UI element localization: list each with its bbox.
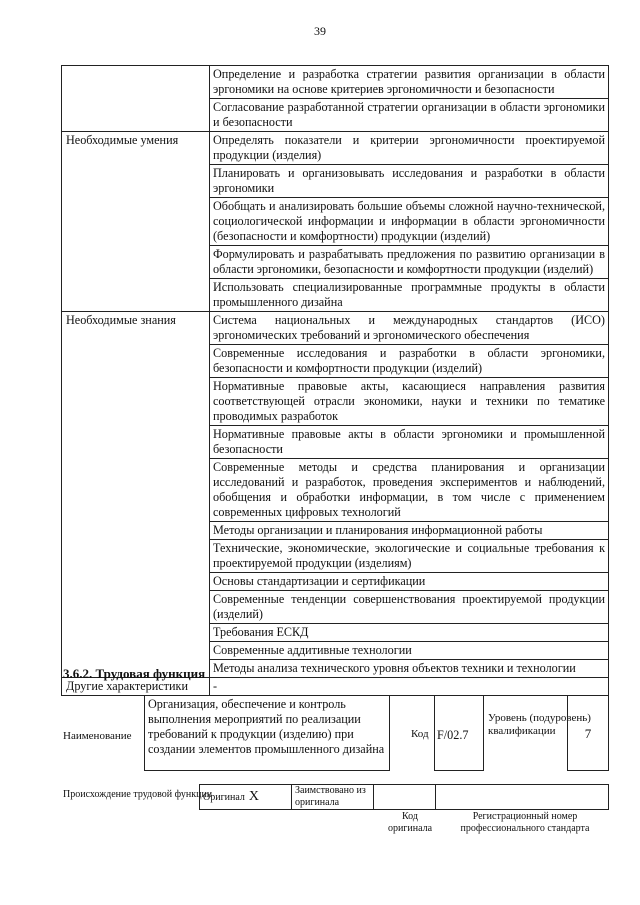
requirement-cell: Система национальных и международных стандартов (ИСО) эргономических требований и эргономического обеспечения bbox=[210, 312, 609, 345]
row-group-label: Необходимые знания bbox=[62, 312, 210, 678]
requirement-cell: Методы анализа технического уровня объектов техники и технологии bbox=[210, 660, 609, 678]
requirement-cell: Использовать специализированные программные продукты в области промышленного дизайна bbox=[210, 279, 609, 312]
table-row bbox=[62, 132, 609, 165]
qualification-level-label: Уровень (подуровень) квалификации bbox=[488, 712, 591, 737]
table-row bbox=[62, 66, 609, 99]
qualification-level-value: 7 bbox=[567, 695, 609, 771]
reg-number-label: Регистрационный номер профессионального стандарта bbox=[460, 811, 590, 834]
requirement-cell: Согласование разработанной стратегии организации в области эргономики и безопасности bbox=[210, 99, 609, 132]
requirement-cell: Нормативные правовые акты, касающиеся направления развития соответствующей отрасли экономики, науки и техники по тематике проводимых разработок bbox=[210, 378, 609, 426]
reg-number-cell bbox=[436, 785, 609, 810]
requirement-cell: Технические, экономические, экологические и социальные требования к проектируемой продукции (изделиям) bbox=[210, 540, 609, 573]
requirement-cell: Современные аддитивные технологии bbox=[210, 642, 609, 660]
requirement-cell: Современные методы и средства планирования и организации исследований и разработок, проведения экспериментов и наблюдений, обобщения и обработки информации, в том числе с применением современных цифровых технологий bbox=[210, 459, 609, 522]
requirement-cell: Нормативные правовые акты в области эргономики и промышленной безопасности bbox=[210, 426, 609, 459]
requirement-cell: Определять показатели и критерии эргономичности проектируемой продукции (изделия) bbox=[210, 132, 609, 165]
requirement-cell: Требования ЕСКД bbox=[210, 624, 609, 642]
origin-table bbox=[199, 784, 609, 810]
requirement-cell: Планировать и организовывать исследования и разработки в области эргономики bbox=[210, 165, 609, 198]
original-label: Оригинал bbox=[203, 792, 245, 803]
requirement-cell: Обобщать и анализировать большие объемы сложной научно-технической, социологической информации и информации в области эргономичности (безопасности и комфортности) продукции (изделий) bbox=[210, 198, 609, 246]
row-group-label bbox=[62, 66, 210, 132]
row-group-label: Другие характеристики bbox=[62, 678, 210, 696]
code-value: F/02.7 bbox=[434, 695, 484, 771]
code-label: Код bbox=[411, 728, 429, 740]
section-title: 3.6.2. Трудовая функция bbox=[63, 666, 206, 681]
original-mark: X bbox=[248, 789, 260, 804]
requirement-cell: Современные исследования и разработки в области эргономики, безопасности и комфортности продукции (изделий) bbox=[210, 345, 609, 378]
requirement-cell: Методы организации и планирования информационной работы bbox=[210, 522, 609, 540]
borrowed-label: Заимствовано из оригинала bbox=[292, 785, 374, 810]
requirements-table bbox=[61, 65, 609, 696]
requirement-cell: Определение и разработка стратегии развития организации в области эргономики на основе критериев эргономичности и безопасности bbox=[210, 66, 609, 99]
requirement-cell: - bbox=[210, 678, 609, 696]
row-group-label: Необходимые умения bbox=[62, 132, 210, 312]
page-number: 39 bbox=[314, 24, 326, 38]
requirement-cell: Современные тенденции совершенствования проектируемой продукции (изделий) bbox=[210, 591, 609, 624]
requirement-cell: Формулировать и разрабатывать предложения по развитию организации в области эргономики, безопасности и комфортности продукции (изделий) bbox=[210, 246, 609, 279]
function-name-value: Организация, обеспечение и контроль выполнения мероприятий по реализации требований к продукции (изделию) при создании элементов промышленного дизайна bbox=[144, 695, 390, 771]
code-original-label: Код оригинала bbox=[387, 811, 433, 834]
table-row bbox=[62, 312, 609, 345]
code-original-cell bbox=[374, 785, 436, 810]
original-cell bbox=[200, 785, 292, 810]
name-label: Наименование bbox=[63, 730, 132, 742]
origin-label: Происхождение трудовой функции bbox=[63, 789, 213, 800]
requirement-cell: Основы стандартизации и сертификации bbox=[210, 573, 609, 591]
